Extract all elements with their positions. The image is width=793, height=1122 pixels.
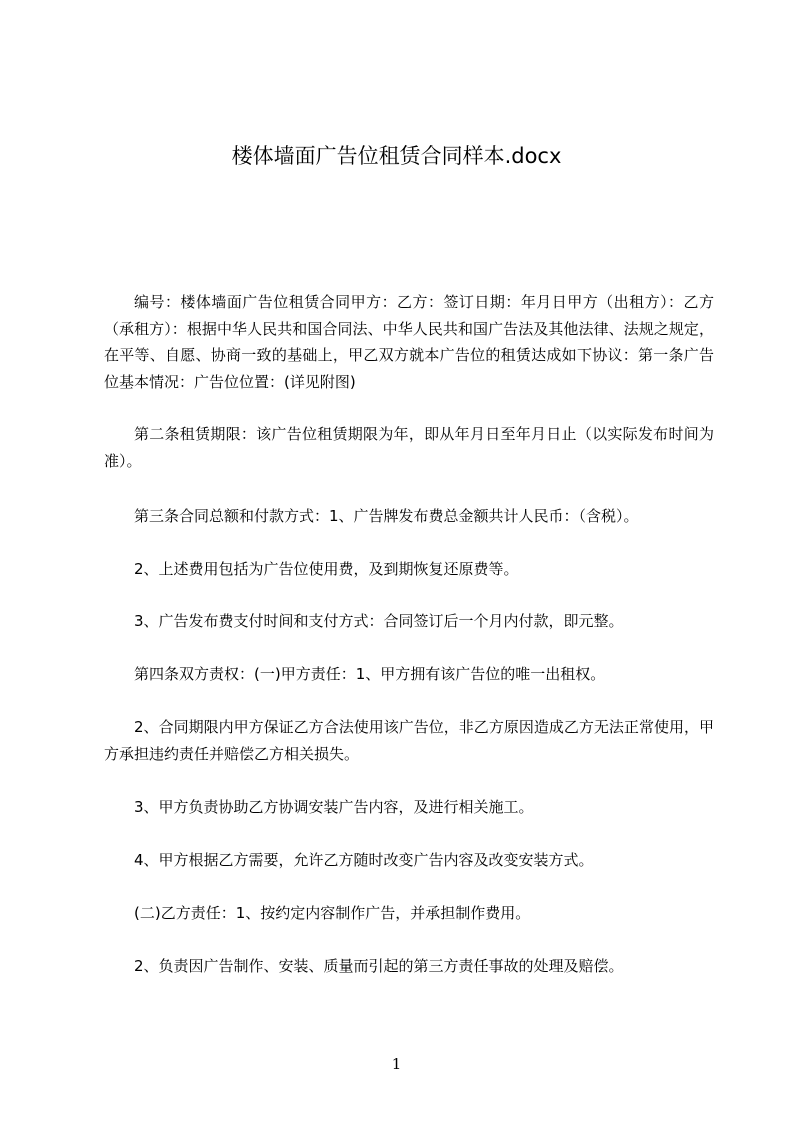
page-number: 1 bbox=[391, 1055, 402, 1073]
paragraph-party-a-guarantee: 2、合同期限内甲方保证乙方合法使用该广告位，非乙方原因造成乙方无法正常使用，甲方承担违约责任并赔偿乙方相关损失。 bbox=[104, 718, 714, 763]
paragraph-fee-scope: 2、上述费用包括为广告位使用费，及到期恢复还原费等。 bbox=[134, 560, 519, 578]
paragraph-party-b-liability: 2、负责因广告制作、安装、质量而引起的第三方责任事故的处理及赔偿。 bbox=[134, 957, 624, 975]
paragraph-party-b-duties: (二)乙方责任：1、按约定内容制作广告，并承担制作费用。 bbox=[134, 904, 531, 922]
paragraph-lease-term: 第二条租赁期限：该广告位租赁期限为年，即从年月日至年月日止（以实际发布时间为准）。 bbox=[104, 425, 714, 470]
paragraph-payment-method: 3、广告发布费支付时间和支付方式：合同签订后一个月内付款，即元整。 bbox=[134, 612, 624, 630]
paragraph-party-a-assist: 3、甲方负责协助乙方协调安装广告内容，及进行相关施工。 bbox=[134, 798, 534, 816]
paragraph-party-a-changes: 4、甲方根据乙方需要，允许乙方随时改变广告内容及改变安装方式。 bbox=[134, 851, 594, 869]
paragraph-contract-intro: 编号：楼体墙面广告位租赁合同甲方：乙方：签订日期：年月日甲方（出租方）：乙方（承租方）：根据中华人民共和国合同法、中华人民共和国广告法及其他法律、法规之规定，在平等、自愿、协商一致的基础上，甲乙双方就本广告位的租赁达成如下协议：第一条广告位基本情况：广告位位置：(详见附图) bbox=[104, 293, 714, 391]
document-title: 楼体墙面广告位租赁合同样本.docx bbox=[231, 144, 562, 168]
paragraph-party-a-rights: 第四条双方责权：(一)甲方责任：1、甲方拥有该广告位的唯一出租权。 bbox=[134, 665, 606, 683]
paragraph-payment-total: 第三条合同总额和付款方式：1、广告牌发布费总金额共计人民币：（含税）。 bbox=[134, 507, 639, 525]
